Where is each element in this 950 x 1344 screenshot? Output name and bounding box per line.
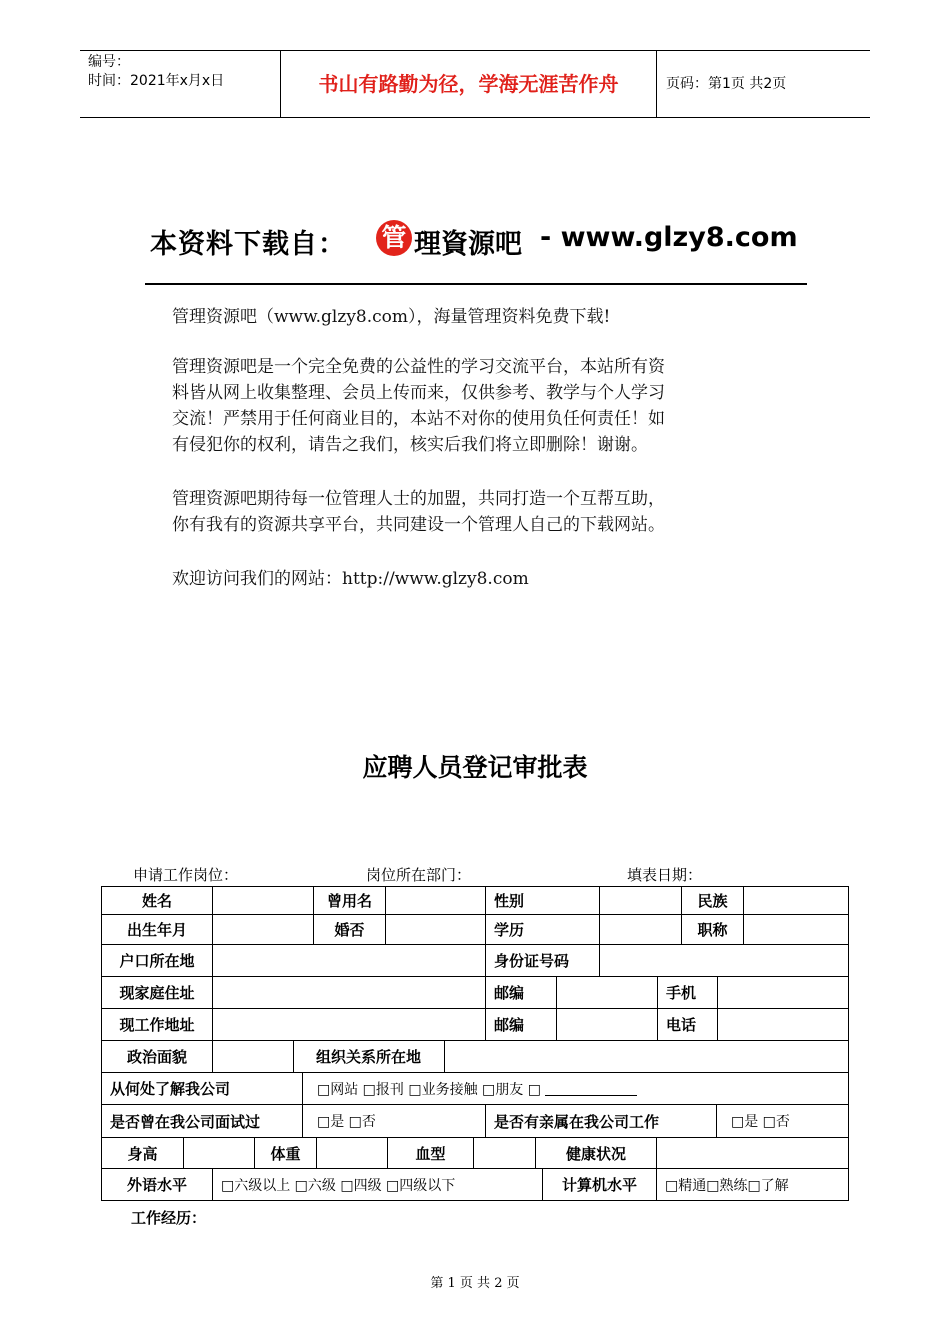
label-political: 政治面貌 [102,1041,213,1073]
label-org-location: 组织关系所在地 [294,1041,445,1073]
label-relative: 是否有亲属在我公司工作 [486,1105,717,1138]
intro-text-line: 料皆从网上收集整理、会员上传而来，仅供参考、教学与个人学习 [172,383,665,403]
label-height: 身高 [102,1138,184,1169]
label-mobile: 手机 [658,977,718,1009]
intro-line: 管理资源吧（www.glzy8.com），海量管理资料免费下载! [172,307,611,327]
intro-text-line: 你有我有的资源共享平台，共同建设一个管理人自己的下载网站。 [172,515,665,535]
relative-options[interactable]: □是 □否 [717,1105,849,1138]
input-gender[interactable] [600,887,682,915]
label-education: 学历 [486,915,600,945]
input-home-address[interactable] [213,977,486,1009]
input-weight[interactable] [317,1138,388,1169]
label-home-address: 现家庭住址 [102,977,213,1009]
label-weight: 体重 [255,1138,317,1169]
page-header [80,50,870,118]
label-name: 姓名 [102,887,213,915]
banner-lead: 本资料下载自： [150,229,346,260]
input-education[interactable] [600,915,682,945]
form-title: 应聘人员登记审批表 [362,753,588,782]
label-hukou: 户口所在地 [102,945,213,977]
label-work-address: 现工作地址 [102,1009,213,1041]
input-work-address[interactable] [213,1009,486,1041]
interviewed-options[interactable]: □是 □否 [303,1105,486,1138]
banner-site-name: 理資源吧 [414,229,522,260]
label-ethnicity: 民族 [682,887,744,915]
input-birth[interactable] [213,915,314,945]
label-interviewed: 是否曾在我公司面试过 [102,1105,303,1138]
label-title: 职称 [682,915,744,945]
site-logo-icon: 管 [376,220,412,256]
label-postcode: 邮编 [486,1009,557,1041]
banner-rule [145,283,807,285]
label-source: 从何处了解我公司 [102,1073,303,1105]
label-id-number: 身份证号码 [486,945,600,977]
input-ethnicity[interactable] [744,887,849,915]
foreign-lang-options[interactable]: □六级以上 □六级 □四级 □四级以下 [213,1169,543,1201]
number-label: 编号： [88,54,130,70]
label-gender: 性别 [486,887,600,915]
download-banner [150,222,810,266]
meta-department: 岗位所在部门： [366,866,472,884]
label-blood: 血型 [388,1138,474,1169]
input-work-postcode[interactable] [557,1009,658,1041]
input-marital[interactable] [386,915,486,945]
input-health[interactable] [657,1138,849,1169]
header-motto: 书山有路勤为径，学海无涯苦作舟 [318,72,619,96]
time-label: 时间：2021年x月x日 [88,73,225,89]
intro-text-line: 管理资源吧期待每一位管理人士的加盟，共同打造一个互帮互助， [172,489,665,509]
input-blood[interactable] [474,1138,536,1169]
work-history-label: 工作经历： [131,1209,207,1227]
source-other-blank[interactable] [545,1081,637,1096]
label-birth: 出生年月 [102,915,213,945]
input-postcode[interactable] [557,977,658,1009]
header-page-info: 页码：第1页 共2页 [666,76,787,92]
source-checkboxes[interactable]: □网站 □报刊 □业务接触 □朋友 □ [317,1081,541,1098]
intro-text-line: 交流！严禁用于任何商业目的，本站不对你的使用负任何责任！如 [172,409,665,429]
intro-visit[interactable]: 欢迎访问我们的网站：http://www.glzy8.com [172,569,529,589]
input-hukou[interactable] [213,945,486,977]
banner-site-url[interactable]: - www.glzy8.com [540,222,798,253]
header-meta [88,53,278,91]
label-marital: 婚否 [314,915,386,945]
input-political[interactable] [213,1041,294,1073]
label-health: 健康状况 [536,1138,657,1169]
registration-form [101,886,849,1201]
input-phone[interactable] [718,1009,849,1041]
label-phone: 电话 [658,1009,718,1041]
intro-paragraph [172,354,665,458]
intro-text-line: 管理资源吧是一个完全免费的公益性的学习交流平台，本站所有资 [172,357,665,377]
header-divider [656,51,657,117]
intro-text-line: 有侵犯你的权利，请告之我们，核实后我们将立即删除！谢谢。 [172,435,648,455]
input-former-name[interactable] [386,887,486,915]
label-former-name: 曾用名 [314,887,386,915]
label-computer: 计算机水平 [543,1169,657,1201]
label-postcode: 邮编 [486,977,557,1009]
label-foreign-lang: 外语水平 [102,1169,213,1201]
input-title[interactable] [744,915,849,945]
page-footer: 第 1 页 共 2 页 [430,1276,520,1291]
intro-paragraph [172,486,665,538]
input-height[interactable] [184,1138,255,1169]
input-id-number[interactable] [600,945,849,977]
input-name[interactable] [213,887,314,915]
meta-date: 填表日期： [627,866,703,884]
input-org-location[interactable] [445,1041,849,1073]
input-mobile[interactable] [718,977,849,1009]
computer-options[interactable]: □精通□熟练□了解 [657,1169,849,1201]
meta-position: 申请工作岗位： [133,866,239,884]
source-options[interactable] [303,1073,849,1105]
